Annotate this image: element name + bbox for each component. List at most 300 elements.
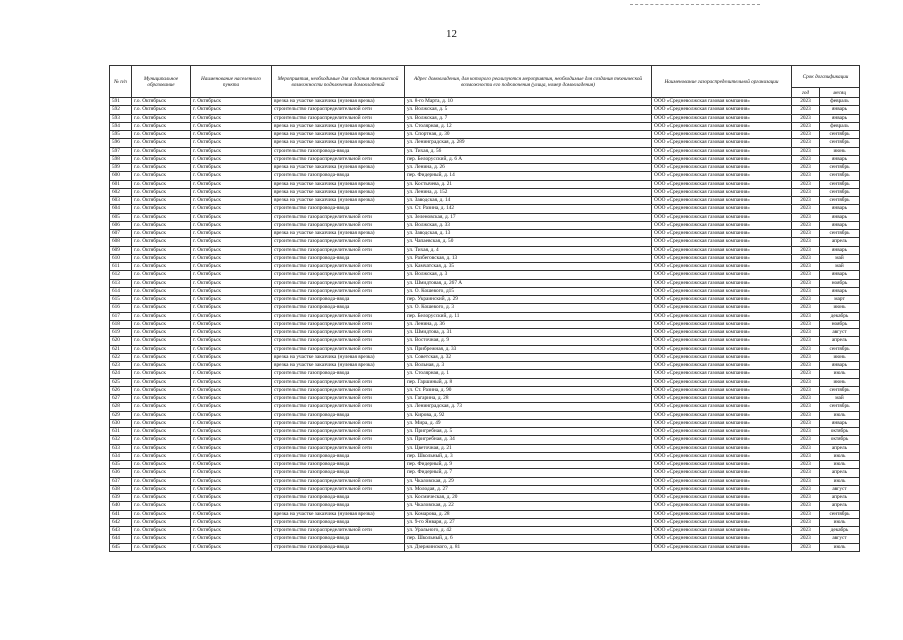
municipality-cell: г.о. Октябрьск: [132, 461, 191, 469]
row-number: 612: [110, 271, 132, 279]
settlement-cell: г. Октябрьск: [191, 287, 272, 295]
gdo-cell: ООО «Средневолжская газовая компания»: [652, 246, 792, 254]
measure-cell: строительство газораспределительной сети: [272, 312, 405, 320]
month-cell: апрель: [820, 494, 860, 502]
settlement-cell: г. Октябрьск: [191, 362, 272, 370]
gdo-cell: ООО «Средневолжская газовая компания»: [652, 518, 792, 526]
table-row: [110, 188, 860, 196]
gdo-cell: ООО «Средневолжская газовая компания»: [652, 197, 792, 205]
table-row: [110, 452, 860, 460]
row-number: 645: [110, 543, 132, 551]
table-row: [110, 254, 860, 262]
year-cell: 2023: [792, 221, 820, 229]
address-cell: ул. Столярная, д. 12: [405, 122, 652, 130]
gdo-cell: ООО «Средневолжская газовая компания»: [652, 180, 792, 188]
table-row: [110, 312, 860, 320]
address-cell: ул. Разбеговская, д. 13: [405, 254, 652, 262]
municipality-cell: г.о. Октябрьск: [132, 114, 191, 122]
table-row: [110, 205, 860, 213]
measure-cell: строительство газопровода-ввода: [272, 370, 405, 378]
month-cell: июнь: [820, 304, 860, 312]
gdo-cell: ООО «Средневолжская газовая компания»: [652, 370, 792, 378]
col-header-number: № п/п: [110, 66, 132, 98]
year-cell: 2023: [792, 180, 820, 188]
table-row: [110, 221, 860, 229]
municipality-cell: г.о. Октябрьск: [132, 296, 191, 304]
row-number: 618: [110, 320, 132, 328]
settlement-cell: г. Октябрьск: [191, 312, 272, 320]
address-cell: ул. Прибрежная, д. 33: [405, 345, 652, 353]
address-cell: ул. Дзержинского, д. 81: [405, 543, 652, 551]
table-row: [110, 419, 860, 427]
month-cell: сентябрь: [820, 230, 860, 238]
table-row: [110, 510, 860, 518]
gdo-cell: ООО «Средневолжская газовая компания»: [652, 428, 792, 436]
gdo-cell: ООО «Средневолжская газовая компания»: [652, 139, 792, 147]
year-cell: 2023: [792, 106, 820, 114]
settlement-cell: г. Октябрьск: [191, 122, 272, 130]
gdo-cell: ООО «Средневолжская газовая компания»: [652, 353, 792, 361]
address-cell: ул. Столярная, д. 1: [405, 370, 652, 378]
table-row: [110, 271, 860, 279]
col-header-year: год: [792, 88, 820, 98]
year-cell: 2023: [792, 238, 820, 246]
address-cell: ул. Ст. Разина, д. 142: [405, 205, 652, 213]
table-row: [110, 155, 860, 163]
table-row: [110, 428, 860, 436]
measure-cell: строительство газораспределительной сети: [272, 337, 405, 345]
address-cell: пер. Школьный, д. 6: [405, 535, 652, 543]
gdo-cell: ООО «Средневолжская газовая компания»: [652, 296, 792, 304]
table-row: [110, 469, 860, 477]
settlement-cell: г. Октябрьск: [191, 188, 272, 196]
municipality-cell: г.о. Октябрьск: [132, 230, 191, 238]
table-row: [110, 395, 860, 403]
settlement-cell: г. Октябрьск: [191, 411, 272, 419]
month-cell: январь: [820, 205, 860, 213]
settlement-cell: г. Октябрьск: [191, 205, 272, 213]
row-number: 622: [110, 353, 132, 361]
year-cell: 2023: [792, 147, 820, 155]
row-number: 611: [110, 263, 132, 271]
measure-cell: строительство газораспределительной сети: [272, 378, 405, 386]
settlement-cell: г. Октябрьск: [191, 494, 272, 502]
gdo-cell: ООО «Средневолжская газовая компания»: [652, 452, 792, 460]
row-number: 598: [110, 155, 132, 163]
row-number: 609: [110, 246, 132, 254]
table-row: [110, 436, 860, 444]
col-header-settlement: Наименование населенного пункта: [191, 66, 272, 98]
address-cell: ул. Волжская, д. 3: [405, 271, 652, 279]
measure-cell: строительство газопровода-ввода: [272, 543, 405, 551]
gasification-table: [109, 65, 860, 552]
gdo-cell: ООО «Средневолжская газовая компания»: [652, 213, 792, 221]
year-cell: 2023: [792, 502, 820, 510]
month-cell: июнь: [820, 353, 860, 361]
measure-cell: строительство газораспределительной сети: [272, 287, 405, 295]
table-body: [110, 98, 860, 552]
month-cell: сентябрь: [820, 172, 860, 180]
year-cell: 2023: [792, 436, 820, 444]
municipality-cell: г.о. Октябрьск: [132, 494, 191, 502]
year-cell: 2023: [792, 494, 820, 502]
measure-cell: строительство газораспределительной сети: [272, 213, 405, 221]
year-cell: 2023: [792, 353, 820, 361]
year-cell: 2023: [792, 510, 820, 518]
gdo-cell: ООО «Средневолжская газовая компания»: [652, 254, 792, 262]
measure-cell: строительство газопровода-ввода: [272, 296, 405, 304]
table-row: [110, 197, 860, 205]
table-row: [110, 320, 860, 328]
settlement-cell: г. Октябрьск: [191, 254, 272, 262]
table-row: [110, 329, 860, 337]
measure-cell: строительство газопровода-ввода: [272, 494, 405, 502]
month-cell: август: [820, 535, 860, 543]
measure-cell: врезка на участке заказчика (нулевая врезка): [272, 362, 405, 370]
year-cell: 2023: [792, 477, 820, 485]
address-cell: ул. Спортная, д. 30: [405, 131, 652, 139]
gdo-cell: ООО «Средневолжская газовая компания»: [652, 271, 792, 279]
year-cell: 2023: [792, 122, 820, 130]
month-cell: июль: [820, 370, 860, 378]
measure-cell: строительство газораспределительной сети: [272, 428, 405, 436]
gdo-cell: ООО «Средневолжская газовая компания»: [652, 205, 792, 213]
settlement-cell: г. Октябрьск: [191, 428, 272, 436]
measure-cell: строительство газораспределительной сети: [272, 345, 405, 353]
month-cell: апрель: [820, 337, 860, 345]
settlement-cell: г. Октябрьск: [191, 510, 272, 518]
settlement-cell: г. Октябрьск: [191, 98, 272, 106]
year-cell: 2023: [792, 271, 820, 279]
address-cell: ул. Космическая, д. 20: [405, 494, 652, 502]
row-number: 637: [110, 477, 132, 485]
address-cell: ул. Чкаловская, д. 22: [405, 502, 652, 510]
settlement-cell: г. Октябрьск: [191, 535, 272, 543]
month-cell: январь: [820, 271, 860, 279]
gdo-cell: ООО «Средневолжская газовая компания»: [652, 122, 792, 130]
year-cell: 2023: [792, 378, 820, 386]
address-cell: ул. Восточная, д. 9: [405, 337, 652, 345]
month-cell: май: [820, 263, 860, 271]
settlement-cell: г. Октябрьск: [191, 337, 272, 345]
month-cell: январь: [820, 246, 860, 254]
month-cell: сентябрь: [820, 345, 860, 353]
year-cell: 2023: [792, 362, 820, 370]
settlement-cell: г. Октябрьск: [191, 221, 272, 229]
month-cell: февраль: [820, 122, 860, 130]
month-cell: июль: [820, 477, 860, 485]
row-number: 621: [110, 345, 132, 353]
row-number: 602: [110, 188, 132, 196]
year-cell: 2023: [792, 287, 820, 295]
settlement-cell: г. Октябрьск: [191, 180, 272, 188]
month-cell: июль: [820, 411, 860, 419]
settlement-cell: г. Октябрьск: [191, 172, 272, 180]
measure-cell: строительство газопровода-ввода: [272, 535, 405, 543]
month-cell: сентябрь: [820, 197, 860, 205]
row-number: 616: [110, 304, 132, 312]
gdo-cell: ООО «Средневолжская газовая компания»: [652, 188, 792, 196]
address-cell: ул. Гагарина, д. 28: [405, 395, 652, 403]
municipality-cell: г.о. Октябрьск: [132, 428, 191, 436]
year-cell: 2023: [792, 535, 820, 543]
municipality-cell: г.о. Октябрьск: [132, 510, 191, 518]
gdo-cell: ООО «Средневолжская газовая компания»: [652, 494, 792, 502]
year-cell: 2023: [792, 164, 820, 172]
year-cell: 2023: [792, 213, 820, 221]
municipality-cell: г.о. Октябрьск: [132, 403, 191, 411]
municipality-cell: г.о. Октябрьск: [132, 180, 191, 188]
address-cell: ул. Камчатская, д. 35: [405, 263, 652, 271]
settlement-cell: г. Октябрьск: [191, 139, 272, 147]
address-cell: ул. Волжская, д. 7: [405, 114, 652, 122]
settlement-cell: г. Октябрьск: [191, 527, 272, 535]
row-number: 604: [110, 205, 132, 213]
row-number: 595: [110, 131, 132, 139]
municipality-cell: г.о. Октябрьск: [132, 477, 191, 485]
month-cell: июль: [820, 452, 860, 460]
address-cell: пер. Фидерный, д. 14: [405, 172, 652, 180]
table-row: [110, 494, 860, 502]
municipality-cell: г.о. Октябрьск: [132, 197, 191, 205]
municipality-cell: г.о. Октябрьск: [132, 263, 191, 271]
municipality-cell: г.о. Октябрьск: [132, 98, 191, 106]
row-number: 623: [110, 362, 132, 370]
table-row: [110, 98, 860, 106]
row-number: 634: [110, 452, 132, 460]
address-cell: ул. Ст. Разина, д. 90: [405, 386, 652, 394]
measure-cell: строительство газораспределительной сети: [272, 386, 405, 394]
municipality-cell: г.о. Октябрьск: [132, 535, 191, 543]
address-cell: ул. Ленина, д. 26: [405, 164, 652, 172]
month-cell: сентябрь: [820, 180, 860, 188]
table-row: [110, 287, 860, 295]
table-row: [110, 411, 860, 419]
gdo-cell: ООО «Средневолжская газовая компания»: [652, 263, 792, 271]
month-cell: март: [820, 296, 860, 304]
measure-cell: строительство газопровода-ввода: [272, 411, 405, 419]
measure-cell: строительство газопровода-ввода: [272, 147, 405, 155]
measure-cell: строительство газопровода-ввода: [272, 502, 405, 510]
table-row: [110, 362, 860, 370]
measure-cell: строительство газопровода-ввода: [272, 469, 405, 477]
gdo-cell: ООО «Средневолжская газовая компания»: [652, 510, 792, 518]
month-cell: сентябрь: [820, 510, 860, 518]
gdo-cell: ООО «Средневолжская газовая компания»: [652, 461, 792, 469]
year-cell: 2023: [792, 172, 820, 180]
month-cell: январь: [820, 155, 860, 163]
municipality-cell: г.о. Октябрьск: [132, 337, 191, 345]
settlement-cell: г. Октябрьск: [191, 477, 272, 485]
year-cell: 2023: [792, 230, 820, 238]
measure-cell: строительство газопровода-ввода: [272, 452, 405, 460]
address-cell: ул. О. Кошевого, д. 3: [405, 304, 652, 312]
address-cell: ул. О. Кошевого, д15: [405, 287, 652, 295]
address-cell: пер. Украинский, д. 29: [405, 296, 652, 304]
address-cell: ул. Пригребная, д. 34: [405, 436, 652, 444]
table-row: [110, 461, 860, 469]
row-number: 636: [110, 469, 132, 477]
table-row: [110, 345, 860, 353]
table-row: [110, 106, 860, 114]
municipality-cell: г.о. Октябрьск: [132, 147, 191, 155]
year-cell: 2023: [792, 131, 820, 139]
municipality-cell: г.о. Октябрьск: [132, 221, 191, 229]
measure-cell: строительство газопровода-ввода: [272, 461, 405, 469]
municipality-cell: г.о. Октябрьск: [132, 320, 191, 328]
settlement-cell: г. Октябрьск: [191, 230, 272, 238]
settlement-cell: г. Октябрьск: [191, 320, 272, 328]
municipality-cell: г.о. Октябрьск: [132, 155, 191, 163]
municipality-cell: г.о. Октябрьск: [132, 345, 191, 353]
gdo-cell: ООО «Средневолжская газовая компания»: [652, 164, 792, 172]
gdo-cell: ООО «Средневолжская газовая компания»: [652, 131, 792, 139]
municipality-cell: г.о. Октябрьск: [132, 139, 191, 147]
address-cell: ул. Заводская, д. 14: [405, 197, 652, 205]
col-header-municipality: Муниципальное образование: [132, 66, 191, 98]
settlement-cell: г. Октябрьск: [191, 263, 272, 271]
gdo-cell: ООО «Средневолжская газовая компания»: [652, 543, 792, 551]
month-cell: январь: [820, 213, 860, 221]
measure-cell: врезка на участке заказчика (нулевая врезка): [272, 139, 405, 147]
measure-cell: строительство газопровода-ввода: [272, 205, 405, 213]
measure-cell: врезка на участке заказчика (нулевая врезка): [272, 230, 405, 238]
municipality-cell: г.о. Октябрьск: [132, 527, 191, 535]
settlement-cell: г. Октябрьск: [191, 419, 272, 427]
table-row: [110, 230, 860, 238]
address-cell: ул. Молодая, д. 27: [405, 485, 652, 493]
row-number: 617: [110, 312, 132, 320]
year-cell: 2023: [792, 518, 820, 526]
gdo-cell: ООО «Средневолжская газовая компания»: [652, 477, 792, 485]
gdo-cell: ООО «Средневолжская газовая компания»: [652, 345, 792, 353]
measure-cell: строительство газораспределительной сети: [272, 395, 405, 403]
year-cell: 2023: [792, 419, 820, 427]
table-row: [110, 147, 860, 155]
settlement-cell: г. Октябрьск: [191, 329, 272, 337]
gdo-cell: ООО «Средневолжская газовая компания»: [652, 502, 792, 510]
settlement-cell: г. Октябрьск: [191, 246, 272, 254]
municipality-cell: г.о. Октябрьск: [132, 287, 191, 295]
settlement-cell: г. Октябрьск: [191, 197, 272, 205]
municipality-cell: г.о. Октябрьск: [132, 279, 191, 287]
table-row: [110, 370, 860, 378]
gdo-cell: ООО «Средневолжская газовая компания»: [652, 378, 792, 386]
measure-cell: врезка на участке заказчика (нулевая врезка): [272, 197, 405, 205]
settlement-cell: г. Октябрьск: [191, 436, 272, 444]
table-row: [110, 263, 860, 271]
address-cell: ул. Цветочная, д. 21: [405, 444, 652, 452]
municipality-cell: г.о. Октябрьск: [132, 444, 191, 452]
year-cell: 2023: [792, 254, 820, 262]
measure-cell: строительство газораспределительной сети: [272, 114, 405, 122]
address-cell: ул. Ленина, д. 152: [405, 188, 652, 196]
address-cell: пер. Белорусский, д. 6 А: [405, 155, 652, 163]
measure-cell: врезка на участке заказчика (нулевая врезка): [272, 98, 405, 106]
measure-cell: строительство газопровода-ввода: [272, 518, 405, 526]
table-row: [110, 296, 860, 304]
measure-cell: строительство газораспределительной сети: [272, 403, 405, 411]
month-cell: январь: [820, 362, 860, 370]
table-row: [110, 114, 860, 122]
measure-cell: строительство газопровода-ввода: [272, 172, 405, 180]
measure-cell: врезка на участке заказчика (нулевая врезка): [272, 131, 405, 139]
table-row: [110, 122, 860, 130]
month-cell: январь: [820, 106, 860, 114]
row-number: 624: [110, 370, 132, 378]
municipality-cell: г.о. Октябрьск: [132, 238, 191, 246]
municipality-cell: г.о. Октябрьск: [132, 370, 191, 378]
row-number: 639: [110, 494, 132, 502]
year-cell: 2023: [792, 98, 820, 106]
measure-cell: строительство газораспределительной сети: [272, 238, 405, 246]
table-row: [110, 527, 860, 535]
year-cell: 2023: [792, 155, 820, 163]
row-number: 606: [110, 221, 132, 229]
gdo-cell: ООО «Средневолжская газовая компания»: [652, 287, 792, 295]
address-cell: ул. Советская, д. 32: [405, 353, 652, 361]
municipality-cell: г.о. Октябрьск: [132, 172, 191, 180]
year-cell: 2023: [792, 345, 820, 353]
settlement-cell: г. Октябрьск: [191, 131, 272, 139]
table-row: [110, 485, 860, 493]
table-row: [110, 131, 860, 139]
municipality-cell: г.о. Октябрьск: [132, 353, 191, 361]
row-number: 632: [110, 436, 132, 444]
row-number: 615: [110, 296, 132, 304]
measure-cell: строительство газораспределительной сети: [272, 329, 405, 337]
measure-cell: строительство газораспределительной сети: [272, 263, 405, 271]
row-number: 627: [110, 395, 132, 403]
year-cell: 2023: [792, 411, 820, 419]
settlement-cell: г. Октябрьск: [191, 238, 272, 246]
measure-cell: строительство газораспределительной сети: [272, 477, 405, 485]
settlement-cell: г. Октябрьск: [191, 444, 272, 452]
municipality-cell: г.о. Октябрьск: [132, 469, 191, 477]
municipality-cell: г.о. Октябрьск: [132, 164, 191, 172]
table-row: [110, 164, 860, 172]
col-header-month: месяц: [820, 88, 860, 98]
month-cell: июль: [820, 518, 860, 526]
address-cell: ул. Ленина, д. 36: [405, 320, 652, 328]
year-cell: 2023: [792, 279, 820, 287]
table-row: [110, 213, 860, 221]
settlement-cell: г. Октябрьск: [191, 403, 272, 411]
address-cell: ул. Вольная, д. 3: [405, 362, 652, 370]
gdo-cell: ООО «Средневолжская газовая компания»: [652, 485, 792, 493]
year-cell: 2023: [792, 543, 820, 551]
month-cell: сентябрь: [820, 188, 860, 196]
address-cell: ул. Костычева, д. 21: [405, 180, 652, 188]
year-cell: 2023: [792, 263, 820, 271]
year-cell: 2023: [792, 337, 820, 345]
municipality-cell: г.о. Октябрьск: [132, 411, 191, 419]
row-number: 638: [110, 485, 132, 493]
gdo-cell: ООО «Средневолжская газовая компания»: [652, 320, 792, 328]
settlement-cell: г. Октябрьск: [191, 304, 272, 312]
row-number: 642: [110, 518, 132, 526]
year-cell: 2023: [792, 395, 820, 403]
year-cell: 2023: [792, 485, 820, 493]
settlement-cell: г. Октябрьск: [191, 469, 272, 477]
year-cell: 2023: [792, 312, 820, 320]
gdo-cell: ООО «Средневолжская газовая компания»: [652, 469, 792, 477]
gdo-cell: ООО «Средневолжская газовая компания»: [652, 238, 792, 246]
row-number: 596: [110, 139, 132, 147]
gdo-cell: ООО «Средневолжская газовая компания»: [652, 411, 792, 419]
municipality-cell: г.о. Октябрьск: [132, 188, 191, 196]
measure-cell: строительство газораспределительной сети: [272, 485, 405, 493]
